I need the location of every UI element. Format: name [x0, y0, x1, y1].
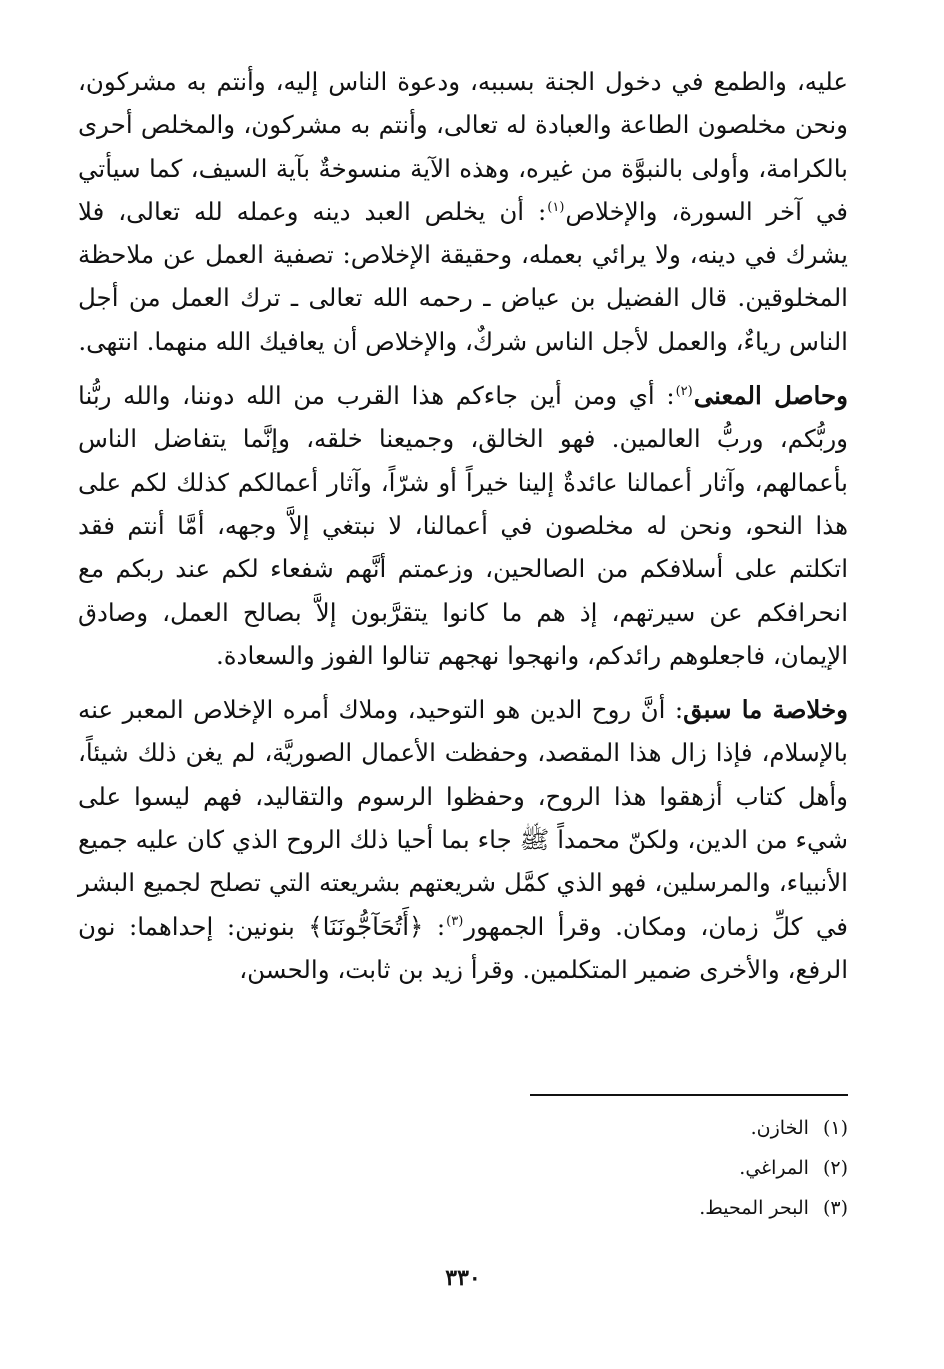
- paragraph-2-lead: وحاصل المعنى: [693, 381, 848, 411]
- paragraph-3-text-b: : ﴿أَتُحَآجُّونَنَا﴾ بنونين: إحداهما: نون الرفع، والأخرى ضمير المتكلمين. وقرأ زيد بن ثابت، والحسن،: [78, 911, 848, 984]
- footnotes: [78, 1108, 848, 1228]
- footnote-number: (٣): [822, 1197, 848, 1219]
- footnote-ref-3[interactable]: (٣): [446, 914, 464, 930]
- paragraph-3-text-a: : أنَّ روح الدين هو التوحيد، وملاك أمره الإخلاص المعبر عنه بالإسلام، فإذا زال هذا المقصد، وحفظت الأعمال الصوريَّة، لم يغن ذلك شيئاً، وأهل كتاب أزهقوا هذا الروح، وحفظوا الرسوم والتقاليد، فهم ليسوا على شيء من الدين، ولكنّ محمداً ﷺ جاء بما أحيا ذلك الروح الذي كان عليه جميع الأنبياء، والمرسلين، فهو الذي كمَّل شريعتهم بشريعته التي تصلح لجميع البشر في كلِّ زمان، ومكان. وقرأ الجمهور: [78, 695, 848, 941]
- page-body: [78, 60, 848, 1350]
- footnote-text: الخازن.: [750, 1117, 809, 1139]
- footnote-number: (١): [822, 1117, 848, 1139]
- paragraph-1-text-b: : أن يخلص العبد دينه وعمله لله تعالى، فلا يشرك في دينه، ولا يرائي بعمله، وحقيقة الإخلاص: تصفية العمل عن ملاحظة المخلوقين. قال الفضيل بن عياض ـ رحمه الله تعالى ـ ترك العمل من أجل الناس رياءٌ، والعمل لأجل الناس شركٌ، والإخلاص أن يعافيك الله منهما. انتهى.: [78, 196, 848, 356]
- footnote-ref-2[interactable]: (٢): [675, 383, 693, 399]
- footnote-item: [78, 1148, 848, 1188]
- footnote-text: المراغي.: [739, 1157, 809, 1179]
- footnote-number: (٢): [822, 1157, 848, 1179]
- footnote-ref-1[interactable]: (١): [547, 199, 565, 215]
- paragraph-3-lead: وخلاصة ما سبق: [683, 695, 848, 725]
- paragraph-2-text: : أي ومن أين جاءكم هذا القرب من الله دوننا، والله ربُّنا وربُّكم، وربُّ العالمين. فهو الخالق، وجميعنا خلقه، وإنَّما يتفاضل الناس بأعمالهم، وآثار أعمالنا عائدةٌ إلينا خيراً أو شرّاً، وآثار أعمالكم كذلك لكم على هذا النحو، ونحن له مخلصون في أعمالنا، لا نبتغي إلاَّ وجهه، أمَّا أنتم فقد اتكلتم على أسلافكم من الصالحين، وزعمتم أنَّهم شفعاء لكم عند ربكم مع انحرافكم عن سيرتهم، إذ هم ما كانوا يتقرَّبون إلاَّ بصالح العمل، وصادق الإيمان، فاجعلوهم رائدكم، وانهجوا نهجهم تنالوا الفوز والسعادة.: [78, 381, 848, 670]
- page-number: ٣٣٠: [445, 1265, 481, 1291]
- paragraph-1: [78, 60, 848, 363]
- footnote-item: [78, 1188, 848, 1228]
- footnote-divider: [530, 1094, 848, 1096]
- footnote-item: [78, 1108, 848, 1148]
- paragraph-3: [78, 688, 848, 991]
- paragraph-1-text-a: عليه، والطمع في دخول الجنة بسببه، ودعوة الناس إليه، وأنتم به مشركون، ونحن مخلصون الطاعة والعبادة له تعالى، وأنتم به مشركون، والمخلص أحرى بالكرامة، وأولى بالنبوَّة من غيره، وهذه الآية منسوخةٌ بآية السيف، كما سيأتي في آخر السورة، والإخلاص: [78, 67, 849, 226]
- footnote-text: البحر المحيط.: [699, 1197, 809, 1219]
- paragraph-2: [78, 374, 848, 677]
